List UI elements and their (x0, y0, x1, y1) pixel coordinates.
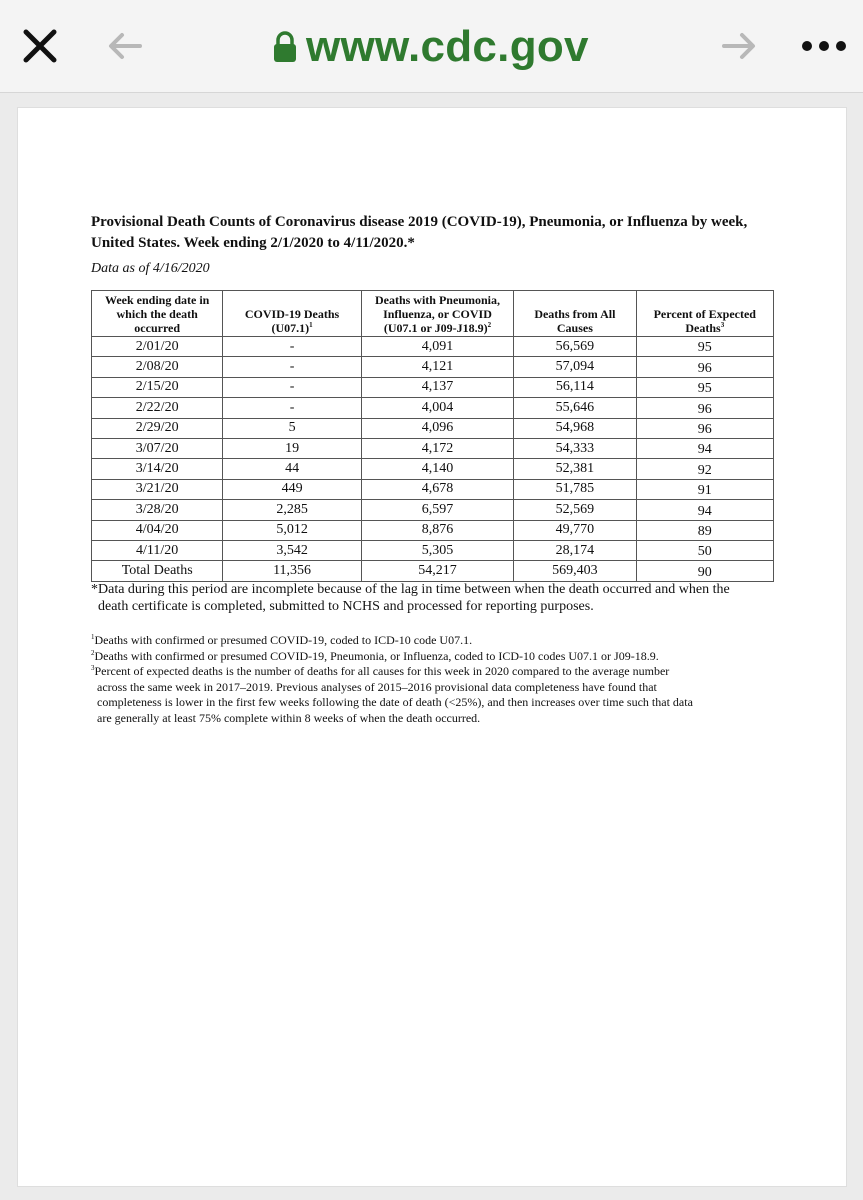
footnote-1-text: Deaths with confirmed or presumed COVID-19, coded to ICD-10 code U07.1. (94, 633, 473, 647)
covid-deaths-cell: - (223, 377, 361, 397)
footnote-3-line4: are generally at least 75% complete within 8 weeks of when the death occurred. (97, 710, 481, 725)
table-header-row (92, 291, 774, 337)
total-percent-expected: 90 (636, 561, 773, 581)
covid-deaths-cell: 449 (223, 479, 361, 499)
header-all-causes-label: Deaths from All Causes (534, 307, 616, 335)
all-causes-cell: 55,646 (514, 398, 636, 418)
table-row (92, 540, 774, 560)
more-options-button[interactable] (800, 38, 848, 54)
week-cell: 4/11/20 (92, 540, 223, 560)
week-cell: 4/04/20 (92, 520, 223, 540)
header-covid-label: COVID-19 Deaths (U07.1) (244, 307, 340, 335)
table-row (92, 438, 774, 458)
header-covid (223, 291, 361, 337)
all-causes-cell: 54,333 (514, 438, 636, 458)
covid-deaths-cell: - (223, 398, 361, 418)
covid-deaths-cell: 3,542 (223, 540, 361, 560)
week-cell: 3/07/20 (92, 438, 223, 458)
all-causes-cell: 49,770 (514, 520, 636, 540)
pneumonia-deaths-cell: 4,121 (361, 357, 513, 377)
all-causes-cell: 52,381 (514, 459, 636, 479)
back-button[interactable] (106, 30, 144, 62)
pneumonia-deaths-cell: 4,172 (361, 438, 513, 458)
pneumonia-deaths-cell: 4,096 (361, 418, 513, 438)
header-pneumonia-codes: (U07.1 or J09-J18.9) (383, 321, 488, 335)
forward-arrow-icon (720, 30, 758, 62)
footnote-2-marker: 2 (91, 648, 95, 657)
header-all-causes (514, 291, 636, 337)
document-page (17, 107, 847, 1187)
covid-deaths-cell: - (223, 337, 361, 357)
all-causes-cell: 28,174 (514, 540, 636, 560)
pneumonia-deaths-cell: 4,004 (361, 398, 513, 418)
pneumonia-deaths-cell: 6,597 (361, 500, 513, 520)
close-icon (22, 28, 58, 64)
document-title: Provisional Death Counts of Coronavirus disease 2019 (COVID-19), Pneumonia, or Influenza by week, United States. Week ending 2/1/2020 to 4/11/2020.* (91, 214, 748, 251)
header-covid-sup: 1 (309, 321, 313, 329)
table-row (92, 377, 774, 397)
footnotes (91, 633, 781, 726)
footnote-2-text: Deaths with confirmed or presumed COVID-19, Pneumonia, or Influenza, coded to ICD-10 codes U07.1 or J09-18.9. (94, 648, 659, 663)
week-cell: 3/28/20 (92, 500, 223, 520)
table-row (92, 398, 774, 418)
incomplete-data-note-line1: *Data during this period are incomplete because of the lag in time between when the death occurred and when the (91, 582, 730, 597)
pneumonia-deaths-cell: 4,140 (361, 459, 513, 479)
week-cell: 2/01/20 (92, 337, 223, 357)
percent-expected-cell: 91 (636, 479, 773, 499)
table-row (92, 520, 774, 540)
url-text: www.cdc.gov (306, 22, 589, 71)
footnote-3 (91, 664, 781, 680)
all-causes-cell: 51,785 (514, 479, 636, 499)
percent-expected-cell: 50 (636, 540, 773, 560)
footnote-3-marker: 3 (91, 664, 95, 672)
week-cell: 2/08/20 (92, 357, 223, 377)
table-row (92, 500, 774, 520)
death-counts-table (91, 290, 774, 582)
back-arrow-icon (106, 30, 144, 62)
table-total-row (92, 561, 774, 581)
footnote-3-line2: across the same week in 2017–2019. Previous analyses of 2015–2016 provisional data completeness have found that (97, 679, 657, 694)
header-pneumonia-label: Deaths with Pneumonia, Influenza, or COVID (374, 293, 500, 321)
data-as-of: Data as of 4/16/2020 (91, 261, 210, 276)
close-button[interactable] (22, 28, 58, 64)
header-percent-sup: 3 (720, 321, 725, 329)
forward-button[interactable] (720, 30, 758, 62)
week-cell: 3/21/20 (92, 479, 223, 499)
incomplete-data-note (91, 581, 781, 615)
table-row (92, 337, 774, 357)
covid-deaths-cell: 5 (223, 418, 361, 438)
total-label: Total Deaths (92, 561, 223, 581)
pneumonia-deaths-cell: 4,678 (361, 479, 513, 499)
percent-expected-cell: 94 (636, 500, 773, 520)
percent-expected-cell: 92 (636, 459, 773, 479)
table-body (92, 337, 774, 582)
pneumonia-deaths-cell: 4,137 (361, 377, 513, 397)
table-row (92, 418, 774, 438)
footnote-3-line3: completeness is lower in the first few weeks following the date of death (<25%), and then increases over time such that data (97, 695, 693, 709)
more-dots-icon (800, 38, 848, 54)
pneumonia-deaths-cell: 8,876 (361, 520, 513, 540)
header-pneumonia-sup: 2 (487, 321, 492, 329)
table-row (92, 459, 774, 479)
total-all-causes: 569,403 (514, 561, 636, 581)
all-causes-cell: 56,569 (514, 337, 636, 357)
percent-expected-cell: 89 (636, 520, 773, 540)
covid-deaths-cell: 44 (223, 459, 361, 479)
percent-expected-cell: 96 (636, 398, 773, 418)
covid-deaths-cell: 2,285 (223, 500, 361, 520)
incomplete-data-note-line2: death certificate is completed, submitted to NCHS and processed for reporting purposes. (98, 599, 594, 614)
week-cell: 3/14/20 (92, 459, 223, 479)
pneumonia-deaths-cell: 4,091 (361, 337, 513, 357)
address-bar[interactable] (272, 22, 589, 72)
pneumonia-deaths-cell: 5,305 (361, 540, 513, 560)
total-covid-deaths: 11,356 (223, 561, 361, 581)
total-pneumonia-deaths: 54,217 (361, 561, 513, 581)
all-causes-cell: 57,094 (514, 357, 636, 377)
footnote-1 (91, 633, 781, 649)
week-cell: 2/22/20 (92, 398, 223, 418)
percent-expected-cell: 96 (636, 418, 773, 438)
percent-expected-cell: 95 (636, 377, 773, 397)
header-percent-expected (636, 291, 773, 337)
browser-toolbar (0, 0, 863, 93)
percent-expected-cell: 95 (636, 337, 773, 357)
covid-deaths-cell: 19 (223, 438, 361, 458)
all-causes-cell: 52,569 (514, 500, 636, 520)
covid-deaths-cell: 5,012 (223, 520, 361, 540)
table-row (92, 479, 774, 499)
footnote-1-marker: 1 (91, 633, 95, 641)
header-pneumonia (361, 291, 513, 337)
week-cell: 2/15/20 (92, 377, 223, 397)
header-percent-label: Percent of Expected Deaths (653, 307, 756, 335)
all-causes-cell: 56,114 (514, 377, 636, 397)
lock-icon (272, 30, 298, 64)
all-causes-cell: 54,968 (514, 418, 636, 438)
footnote-2 (91, 649, 781, 665)
footnote-3-text: Percent of expected deaths is the number of deaths for all causes for this week in 2020 compared to the average number (94, 664, 670, 678)
covid-deaths-cell: - (223, 357, 361, 377)
header-week (92, 291, 223, 337)
percent-expected-cell: 96 (636, 357, 773, 377)
table-row (92, 357, 774, 377)
header-week-label: Week ending date in which the death occurred (105, 293, 210, 335)
week-cell: 2/29/20 (92, 418, 223, 438)
percent-expected-cell: 94 (636, 438, 773, 458)
